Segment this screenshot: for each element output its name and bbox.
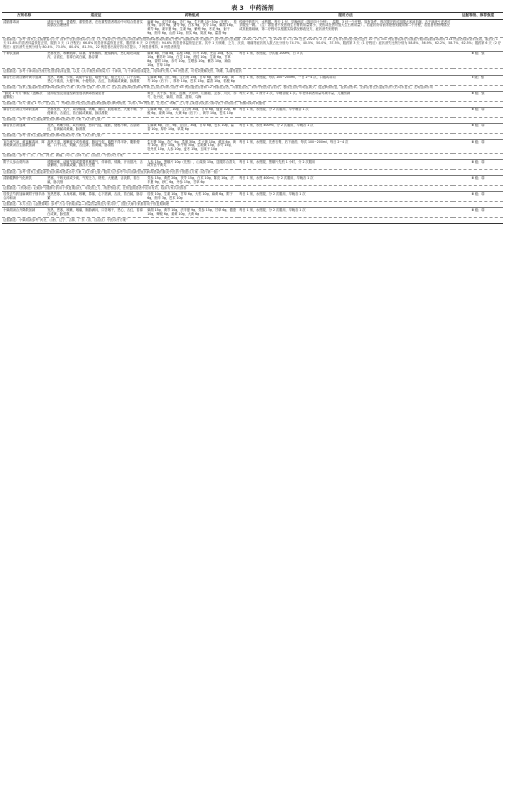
evidence-grade-cell: Ⅲ 级；强: [453, 51, 503, 69]
evidence-grade-cell: Ⅲ 级；弱: [453, 107, 503, 117]
formula-name-cell: 清肺健脾补气化瘀饮: [2, 176, 46, 186]
table-caption: 表 3 中药汤剂: [231, 5, 274, 12]
evidence-description-cell: 证据描述：《伤寒论》记载补气健脾方药用于恢复期治疗，可改善乏力、纳差等症状，在恢复期患者中应用有效，临床专家共识推荐: [2, 186, 503, 192]
evidence-description-cell: 证据描述：本方出自《金匮要略》参考“方合今药临床量—剂量效量规范专家共识”，国医大师专家推荐用于恢复期调理: [2, 202, 503, 208]
evidence-description-cell: 证据描述：参考十神汤治疗流行性感冒临床证据，以及《太平惠民和剂局方》十神汤，与十神汤组成接近，具体研究纳入 90 例患者，可有效缓解发热、咳嗽、头痛等症状: [2, 69, 503, 75]
usage-cell: 每日 1 剂，水煎服，先煮石膏，后下诸药，每次 100~200ml，每日 2~4 次: [238, 139, 453, 153]
evidence-row: [2, 218, 503, 224]
header-formula-name: 方剂名称: [2, 13, 46, 20]
formula-name-cell: “肺炎 1 号方”颗粒（透解祛瘟颗粒）: [2, 91, 46, 101]
header-indication: 适应证: [46, 13, 146, 20]
evidence-grade-cell: [453, 19, 503, 37]
indication-cell: 发热，恶寒，咳嗽，咽痛，胸胁满闷，口苦咽干，恶心，舌红，苔薄白或黄，脉弦数: [46, 208, 146, 218]
formula-name-cell: 小柴胡汤合升降散加减: [2, 208, 46, 218]
composition-cell: 柴胡 15g，黄芩 10g，法半夏 9g，党参 15g，甘草 6g，僵蚕 10g，蝉蜕 6g，姜黄 10g，大黄 6g: [146, 208, 238, 218]
indication-cell: 恶寒，干咳无痰或少痰，气短乏力，纳差，大便溏，舌淡胖，苔白腻，脉沉细: [46, 176, 146, 186]
composition-cell: 桂枝 10g，生姜 10g，甘草 6g，大枣 10g，麻黄 6g，附子 6g，细辛 3g，苍术 10g: [146, 192, 238, 202]
usage-cell: 每日 1 剂，水煎 400ml，分 2 次服用，早晚各 1 次: [238, 176, 453, 186]
evidence-description-cell: 证据描述：纳入“肺炎 1 号方”在武汉、广州地区治疗轻型及普通型新冠肺炎的病例观察，共纳入 50 例患者，在发热、咳嗽、乏力等主要症状改善方面均优于常规治疗，核酸转阴时间缩短: [2, 101, 503, 107]
evidence-description-cell: 证据描述：参考“国家卫健委新型冠状病毒感染诊疗方案（试行第七版）”: [2, 117, 503, 123]
usage-cell: 每日 1 剂，水煎 400ml，分 2 次服用，早晚各 1 次: [238, 123, 453, 133]
formula-name-cell: 麻杏苡甘汤加减: [2, 123, 46, 133]
composition-cell: 人参 15g，黑顺片 10g（先煎），山茱萸 15g，送服苏合香丸或安宫牛黄丸: [146, 159, 238, 169]
table-row: [2, 192, 503, 202]
evidence-description-cell: 证据描述：参考“国家卫健委新型冠状病毒感染诊疗方案（试行第七版）”: [2, 133, 503, 139]
indication-cell: 发热恶寒，头身疼痛，咳嗽，鼻塞，心下痞满，舌淡，苔白腻，脉浮紧: [46, 192, 146, 202]
table-header-row: [2, 13, 503, 20]
herbal-formula-table: [2, 12, 503, 224]
evidence-description-cell: 证据描述：小柴胡汤参考“河北、山西、辽宁、吉林、广东（省、自治区）中医诊疗方案”: [2, 218, 503, 224]
header-evidence-grade: 证据等级、推荐强度: [453, 13, 503, 20]
composition-cell: 生石膏 30g，杏仁 9g，瓜蒌 30g，生大黄 10g，黄连 6g，黄芩 10g，栀子 10g，水牛角 30g，生地黄 15g，赤芍 15g，牡丹皮 10g，人参 10g，麦冬 15g，五味子 10g: [146, 139, 238, 153]
composition-cell: 麻黄 8g，升麻 8g，葛根 16g，川芎 10g，羌活 10g，积实 10g，紫苏叶 10g，白芷 10g，虎杖 10g，生姜 6g，甘草 8g，香附 10g，赤芍 10g，生晒参 10g，紫苏 10g，神曲 10g，甘草 10g: [146, 51, 238, 69]
evidence-grade-cell: Ⅲ 级；弱: [453, 208, 503, 218]
usage-cell: 每日 1 剂，水煎服，黑顺片先煎 1 小时，分 2 次服用: [238, 159, 453, 169]
table-row: [2, 139, 503, 153]
table-row: [2, 51, 503, 69]
indication-cell: 恶寒发热，无汗，周身酸痛，咳嗽，胸闷，脘痞呕恶，大便不畅，小便黄赤，舌质红，苔白腻或黄腻，脉浮滑数: [46, 107, 146, 117]
formula-name-cell: 麻杏石甘汤合桑叶黄芩加减: [2, 75, 46, 85]
table-row: [2, 208, 503, 218]
usage-cell: 传统中药饮片，水煎服。每天 1 付，早晚两次（饭后四十分钟），温服，3 付一个疗程。如有条件，每次服完药可加服大米汤半碗，舌干津液亏虚者可多服至一碗。（注：如患者不发热则生石膏的用量要小，发热或壮热可加大生石膏用量）。若症状好转而未痊愈则服用第二个疗程，若患者有特殊情况或其他基础病，第二疗程可以根据实际情况修改处方，症状消失则停药: [238, 19, 453, 37]
usage-cell: 每日 1 剂，水煎服，分 2 次服用，早晚各 1 次: [238, 192, 453, 202]
evidence-grade-cell: Ⅲ 级；弱: [453, 139, 503, 153]
formula-name-cell: 清肺排毒汤: [2, 19, 46, 37]
table-row: [2, 19, 503, 37]
header-usage: 服用方法: [238, 13, 453, 20]
composition-cell: 生麻黄 9g，杏仁 10g，生石膏 30g，甘草 6g，僵蚕 10g，蝉蜕 6g，姜黄 10g，大黄 6g（后下），黄芩 10g，苍术 10g: [146, 107, 238, 117]
composition-cell: 党参 15g，黄芪 20g，茯苓 15g，白术 10g，陈皮 10g，法半夏 9g，砂仁 6g，丹参 15g，甘草 6g: [146, 176, 238, 186]
indication-cell: 发热、咳嗽、少痰，或痰中带血，喘憋气促，极乏无力，口干苦喝，恶心不欲食，大便不畅，小便短赤，舌红，苔黄腻或黄燥，脉滑数: [46, 75, 146, 85]
table-row: [2, 159, 503, 169]
composition-cell: 生麻黄 6g，杏仁 9g，生石膏 15g，甘草 6g，桑叶 10g，黄芩 10g（后下），厚朴 10g，苍术 15g，藿香 10g，桔梗 6g: [146, 75, 238, 85]
evidence-description-cell: 证据描述：参考“国家卫生健康委办公厅 国家中医药管理局办公室《关于推荐在中西医结合救治新型冠状病毒感染的肺炎中使用“清肺排毒汤”的通知》（国中医药办医政函〔2020〕22 号）”。在 2020 年 1 月 28 日至 2020 年 2 月 14 日有评价时段内设有进行 10 个省 351 例患者临床疗效数据中服用清肺排毒汤的 214 例患者临床资料来看，服药后 1 天 51.8% 的患者体温恢复正常，服药 3 天（1 疗程后）66.8% 的患者体温恢复正常，服药第 6 天（2 疗程后）94.6% 的患者体温恢复正常。其中 1 天咳嗽、乏力、厌食、咽痛等症状的人数占比分别为 74.7%、40.5%、50.0%、37.5%，服药第 3 天（1 疗程后）症状消失比例分别为 58.8%、56.9%、62.2%、58.7%、62.5%；服药第 6 天（2 疗程后）症状消失比例分别为 80.4%、73.0%、80.4%、81.3%，22 例患者出现疗效评估提示，7 例患者维持，8 例患者恢复: [3, 37, 502, 50]
composition-cell: 生麻黄 6g，杏仁 9g，薏苡仁 30g，甘草 6g，苍术 10g，藿香 10g，厚朴 10g，草果 6g: [146, 123, 238, 133]
formula-name-cell: 十神饮加减: [2, 51, 46, 69]
formula-name-cell: 桂枝去芍药加麻黄附子细辛汤合冲和汤: [3, 191, 45, 200]
evidence-grade-cell: Ⅲ 级；弱: [453, 123, 503, 133]
usage-cell: 每日 1 剂，水煎服，分次服 200ml，日 3 次: [238, 51, 453, 69]
table-row: [2, 107, 503, 117]
formula-name-cell: 麻杏石甘汤合升降散加减: [2, 107, 46, 117]
table-row: [2, 123, 503, 133]
usage-cell: 每天 2 剂，1 剂分 2 次，早晚各服 1 次。年老体弱者用量可减半量，儿童酌减: [238, 91, 453, 101]
evidence-grade-cell: Ⅲ 级；强: [453, 91, 503, 101]
evidence-grade-cell: Ⅱ 级；强: [453, 75, 503, 85]
usage-cell: 每日 1 剂，水煎服，分 2 次服用，早中晚各 1 次: [238, 107, 453, 117]
evidence-row: [2, 37, 503, 51]
evidence-description-cell: 证据描述：参考“国家卫健委新型冠状病毒感染诊疗方案（试行第七版）”服用方法参考“四川省新型冠状病毒感染的肺炎中医药干预建议方案（试行第一版）”: [2, 169, 503, 175]
formula-name-cell: 附子人参山萸肉汤: [2, 159, 46, 169]
evidence-grade-cell: Ⅲ 级；弱: [453, 192, 503, 202]
composition-cell: 麻黄 9g，炙甘草 6g，杏仁 9g，生石膏 15~30g（先煎），桂枝 9g，泽泻 9g，猪苓 9g，白术 9g，茯苓 15g，柴胡 16g，黄芩 6g，姜半夏 9g，生姜 9g，紫菀 9g，冬花 9g，射干 9g，细辛 6g，山药 12g，枳实 6g，陈皮 6g，藿香 9g: [147, 19, 237, 36]
table-row: [2, 176, 503, 186]
evidence-description-cell: 证据描述：国家卫健委新型冠状病毒感染诊疗方案（试行第七版）纳入该方。在武汉金银潭医院和将军街卫生院应用该方治疗 63 例普通型患者和 12 例重症患者，对重症患者，采用中西医结合治疗，表现在治疗可明显减少，促进病情恢复，提高治愈率。全部患者在热退症状消失后均未复发，无明显副作用: [2, 85, 503, 91]
table-row: [2, 91, 503, 101]
evidence-description-cell: 证据描述：参考“广东、广州、河北、新疆、四川、吉林（省、自治区）中医诊疗方案”: [2, 153, 503, 159]
indication-cell: 恶寒发热，咳嗽咽痒，鼻塞，身体酸疼，疲倦胸闷，恶心呕吐或腹泻，舌质红、苔薄白或白腻，脉浮紧: [46, 51, 146, 69]
evidence-grade-cell: Ⅲ 级；弱: [453, 159, 503, 169]
composition-cell: 黄芪、太子参、银花、连翘、大青叶、山慈菇、玄参、川贝、赤芍、牡丹皮、柴胡、青蒿、甜菊、乌梅: [147, 91, 237, 100]
evidence-grade-cell: Ⅲ 级；弱: [453, 176, 503, 186]
indication-cell: 适用轻型及普通型新型冠状病毒感染患者: [46, 91, 146, 101]
header-composition: 药物组成: [146, 13, 238, 20]
table-body: [2, 19, 503, 223]
usage-cell: 每日 1 剂，水煎服，每次 100~200ml，一日 2~4 次，口服或鼻饲: [238, 75, 453, 85]
usage-cell: 每日 1 剂，水煎服，分 2 次服用，早晚各 1 次: [238, 208, 453, 218]
indication-cell: 高热不退，咳嗽痰少或有黄痰，胸闷气促，喘憋不得平卧，腹胀便秘，口干口苦，烦躁，舌红绛，苔黄燥，脉滑数: [46, 139, 146, 153]
indication-cell: 发热，咳嗽少痰，或有黄痰，憋闷气促，腹胀，便秘不畅，舌质暗红，苔黄腻或黄燥，脉滑数: [46, 123, 146, 133]
indication-cell: 适用于轻型、普通型、重型患者，在危重型患者救治中可结合患者实际情况合理使用: [46, 19, 146, 37]
table-row: [2, 75, 503, 85]
formula-name-cell: 宣白承气汤、黄连解毒汤、犀角地黄汤合生脉散加减: [2, 139, 46, 153]
indication-cell: 呼吸困难、动辄气喘或需要机械通气，伴神昏，烦躁，汗出肢冷，舌质紫暗，苔厚腻或燥，脉浮大无根: [46, 159, 146, 169]
